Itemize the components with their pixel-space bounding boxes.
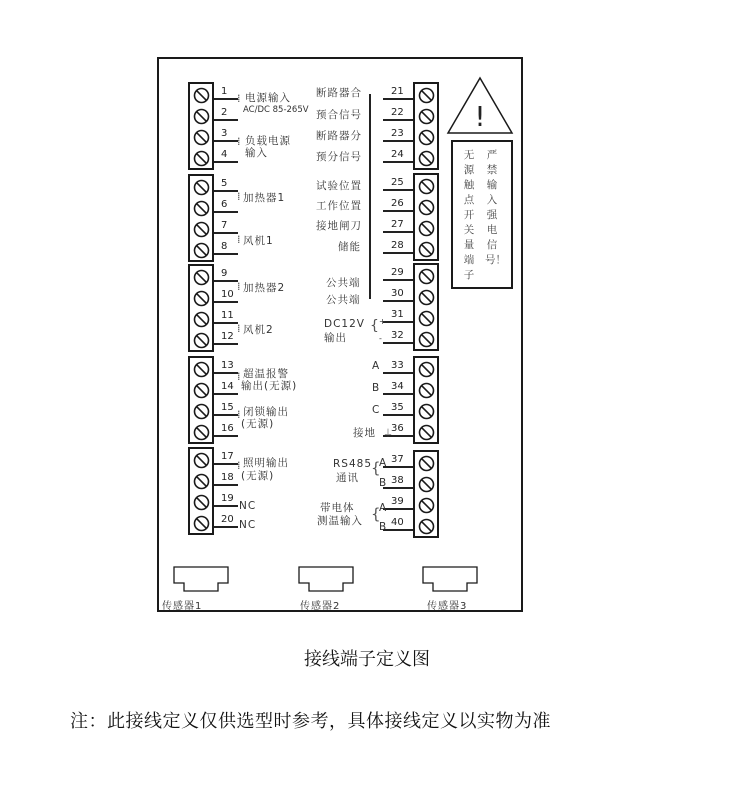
terminal-number: 27 bbox=[391, 219, 404, 230]
screw-terminal-icon bbox=[418, 382, 435, 399]
terminal-number: 3 bbox=[221, 128, 228, 139]
screw-terminal-icon bbox=[193, 200, 210, 217]
label-power-input: 电源输入 bbox=[245, 92, 291, 104]
warning-triangle-icon bbox=[446, 76, 514, 136]
label-fan1: 风机1 bbox=[243, 235, 274, 247]
label-live-body: 带电体 bbox=[320, 502, 355, 514]
brace: ⁞ bbox=[237, 92, 241, 105]
terminal-lead-line bbox=[383, 161, 413, 163]
screw-terminal-icon bbox=[418, 150, 435, 167]
terminal-lead-line bbox=[383, 119, 413, 121]
screw-terminal-icon bbox=[418, 403, 435, 420]
terminal-number: 12 bbox=[221, 331, 234, 342]
label-test-position: 试验位置 bbox=[316, 180, 362, 192]
screw-terminal-icon bbox=[193, 332, 210, 349]
label-live-b: B bbox=[379, 521, 387, 533]
terminal-lead-line bbox=[214, 211, 238, 213]
terminal-lead-line bbox=[383, 231, 413, 233]
terminal-lead-line bbox=[383, 342, 413, 344]
label-work-position: 工作位置 bbox=[316, 200, 362, 212]
terminal-lead-line bbox=[214, 98, 238, 100]
terminal-number: 14 bbox=[221, 381, 234, 392]
label-heater2: 加热器2 bbox=[243, 282, 286, 294]
terminal-lead-line bbox=[214, 484, 238, 486]
terminal-number: 15 bbox=[221, 402, 234, 413]
terminal-number: 11 bbox=[221, 310, 234, 321]
label-rs485-comm: 通讯 bbox=[336, 472, 359, 484]
terminal-number: 5 bbox=[221, 178, 228, 189]
sensor-connector-icon bbox=[422, 566, 478, 596]
sensor-connector-icon bbox=[298, 566, 354, 596]
sensor-label: 传感器3 bbox=[427, 601, 468, 612]
terminal-lead-line bbox=[214, 414, 238, 416]
right-terminal-block-5 bbox=[413, 450, 439, 538]
terminal-lead-line bbox=[214, 322, 238, 324]
label-nc-19: NC bbox=[239, 500, 257, 512]
terminal-number: 36 bbox=[391, 423, 404, 434]
screw-terminal-icon bbox=[193, 424, 210, 441]
brace: { bbox=[371, 459, 381, 477]
terminal-lead-line bbox=[383, 140, 413, 142]
label-dc-output: 输出 bbox=[324, 332, 347, 344]
label-power-range: AC/DC 85-265V bbox=[243, 105, 309, 115]
terminal-lead-line bbox=[214, 190, 238, 192]
right-terminal-block-4 bbox=[413, 356, 439, 444]
sensor-connector-icon bbox=[173, 566, 229, 596]
warning-text-right: 严禁输入强电信号！ bbox=[485, 149, 506, 266]
screw-terminal-icon bbox=[418, 199, 435, 216]
terminal-lead-line bbox=[214, 140, 238, 142]
terminal-number: 30 bbox=[391, 288, 404, 299]
terminal-number: 26 bbox=[391, 198, 404, 209]
terminal-lead-line bbox=[383, 393, 413, 395]
left-terminal-block-3 bbox=[188, 264, 214, 352]
terminal-lead-line bbox=[214, 301, 238, 303]
screw-terminal-icon bbox=[193, 494, 210, 511]
label-lock-output: 闭锁输出 bbox=[243, 406, 289, 418]
screw-terminal-icon bbox=[193, 311, 210, 328]
terminal-lead-line bbox=[383, 414, 413, 416]
terminal-number: 39 bbox=[391, 496, 404, 507]
right-terminal-block-3 bbox=[413, 263, 439, 351]
diagram-title: 接线端子定义图 bbox=[304, 649, 430, 670]
terminal-lead-line bbox=[214, 393, 238, 395]
label-rs485-b: B bbox=[379, 477, 387, 489]
terminal-number: 20 bbox=[221, 514, 234, 525]
screw-terminal-icon bbox=[418, 241, 435, 258]
terminal-number: 4 bbox=[221, 149, 228, 160]
terminal-lead-line bbox=[383, 372, 413, 374]
terminal-number: 10 bbox=[221, 289, 234, 300]
terminal-number: 16 bbox=[221, 423, 234, 434]
terminal-number: 37 bbox=[391, 454, 404, 465]
brace: ⁞ bbox=[237, 459, 241, 472]
ground-icon: ⏚ bbox=[383, 429, 393, 440]
terminal-number: 7 bbox=[221, 220, 228, 231]
label-dc12v: DC12V bbox=[324, 318, 365, 330]
terminal-number: 33 bbox=[391, 360, 404, 371]
screw-terminal-icon bbox=[418, 289, 435, 306]
terminal-number: 21 bbox=[391, 86, 404, 97]
label-pre-close-signal: 预合信号 bbox=[316, 109, 362, 121]
label-common-30: 公共端 bbox=[326, 294, 361, 306]
screw-terminal-icon bbox=[418, 331, 435, 348]
terminal-lead-line bbox=[383, 529, 413, 531]
label-load-power: 负载电源 bbox=[245, 135, 291, 147]
screw-terminal-icon bbox=[193, 221, 210, 238]
terminal-lead-line bbox=[214, 526, 238, 528]
terminal-number: 25 bbox=[391, 177, 404, 188]
left-terminal-block-1 bbox=[188, 82, 214, 170]
label-fan2: 风机2 bbox=[243, 324, 274, 336]
terminal-number: 18 bbox=[221, 472, 234, 483]
label-live-a: A bbox=[379, 502, 387, 514]
brace: ⁞ bbox=[237, 135, 241, 148]
label-lock-passive: (无源) bbox=[241, 418, 275, 430]
left-terminal-block-2 bbox=[188, 174, 214, 262]
label-rs485: RS485 bbox=[333, 458, 373, 470]
screw-terminal-icon bbox=[193, 87, 210, 104]
common-bus-line bbox=[369, 94, 371, 299]
screw-terminal-icon bbox=[418, 220, 435, 237]
screw-terminal-icon bbox=[418, 455, 435, 472]
terminal-number: 8 bbox=[221, 241, 228, 252]
label-rs485-a: A bbox=[379, 457, 387, 469]
screw-terminal-icon bbox=[193, 361, 210, 378]
screw-terminal-icon bbox=[193, 129, 210, 146]
label-phase-a: A bbox=[372, 360, 381, 372]
screw-terminal-icon bbox=[418, 268, 435, 285]
terminal-lead-line bbox=[214, 280, 238, 282]
label-pre-open-signal: 预分信号 bbox=[316, 151, 362, 163]
dc-minus-sign: - bbox=[379, 334, 383, 343]
terminal-lead-line bbox=[383, 279, 413, 281]
label-breaker-close: 断路器合 bbox=[316, 87, 362, 99]
label-light-output: 照明输出 bbox=[243, 457, 289, 469]
label-phase-b: B bbox=[372, 382, 381, 394]
terminal-lead-line bbox=[383, 98, 413, 100]
terminal-lead-line bbox=[383, 321, 413, 323]
screw-terminal-icon bbox=[418, 518, 435, 535]
brace: { bbox=[371, 505, 381, 523]
right-terminal-block-2 bbox=[413, 173, 439, 261]
terminal-lead-line bbox=[383, 300, 413, 302]
screw-terminal-icon bbox=[418, 361, 435, 378]
terminal-number: 35 bbox=[391, 402, 404, 413]
terminal-lead-line bbox=[383, 210, 413, 212]
screw-terminal-icon bbox=[418, 87, 435, 104]
terminal-number: 23 bbox=[391, 128, 404, 139]
sensor-label: 传感器2 bbox=[300, 601, 341, 612]
label-ground: 接地 bbox=[353, 427, 376, 439]
screw-terminal-icon bbox=[418, 129, 435, 146]
terminal-lead-line bbox=[214, 463, 238, 465]
label-common-29: 公共端 bbox=[326, 277, 361, 289]
terminal-number: 38 bbox=[391, 475, 404, 486]
screw-terminal-icon bbox=[193, 242, 210, 259]
brace: ⁞ bbox=[237, 370, 241, 383]
terminal-number: 29 bbox=[391, 267, 404, 278]
label-phase-c: C bbox=[372, 404, 381, 416]
terminal-number: 6 bbox=[221, 199, 228, 210]
screw-terminal-icon bbox=[418, 178, 435, 195]
right-terminal-block-1 bbox=[413, 82, 439, 170]
brace: ⁞ bbox=[237, 190, 241, 203]
diagram-note: 注：此接线定义仅供选型时参考，具体接线定义以实物为准 bbox=[70, 711, 551, 732]
brace: ⁞ bbox=[237, 280, 241, 293]
label-heater1: 加热器1 bbox=[243, 192, 286, 204]
brace: { bbox=[370, 318, 379, 334]
terminal-lead-line bbox=[214, 119, 238, 121]
terminal-lead-line bbox=[214, 232, 238, 234]
left-terminal-block-4 bbox=[188, 356, 214, 444]
label-earthing-switch: 接地闸刀 bbox=[316, 220, 362, 232]
terminal-lead-line bbox=[383, 189, 413, 191]
screw-terminal-icon bbox=[193, 179, 210, 196]
terminal-lead-line bbox=[214, 435, 238, 437]
terminal-number: 13 bbox=[221, 360, 234, 371]
terminal-lead-line bbox=[383, 252, 413, 254]
terminal-number: 9 bbox=[221, 268, 228, 279]
label-breaker-open: 断路器分 bbox=[316, 130, 362, 142]
left-terminal-block-5 bbox=[188, 447, 214, 535]
screw-terminal-icon bbox=[193, 473, 210, 490]
sensor-label: 传感器1 bbox=[162, 601, 203, 612]
screw-terminal-icon bbox=[193, 515, 210, 532]
terminal-number: 34 bbox=[391, 381, 404, 392]
terminal-number: 17 bbox=[221, 451, 234, 462]
svg-text:!: ! bbox=[474, 100, 486, 133]
terminal-lead-line bbox=[214, 253, 238, 255]
brace: ⁞ bbox=[237, 408, 241, 421]
label-overtemp-output: 输出(无源) bbox=[241, 380, 298, 392]
screw-terminal-icon bbox=[193, 403, 210, 420]
brace: ⁞ bbox=[237, 233, 241, 246]
warning-box bbox=[451, 140, 513, 289]
terminal-number: 40 bbox=[391, 517, 404, 528]
screw-terminal-icon bbox=[193, 452, 210, 469]
label-overtemp-alarm: 超温报警 bbox=[243, 368, 289, 380]
screw-terminal-icon bbox=[193, 290, 210, 307]
screw-terminal-icon bbox=[418, 424, 435, 441]
screw-terminal-icon bbox=[193, 150, 210, 167]
terminal-number: 24 bbox=[391, 149, 404, 160]
terminal-lead-line bbox=[383, 508, 413, 510]
label-load-power-2: 输入 bbox=[245, 147, 268, 159]
label-temp-input: 测温输入 bbox=[317, 515, 363, 527]
screw-terminal-icon bbox=[418, 497, 435, 514]
terminal-number: 1 bbox=[221, 86, 228, 97]
screw-terminal-icon bbox=[193, 269, 210, 286]
label-light-passive: (无源) bbox=[241, 470, 275, 482]
screw-terminal-icon bbox=[193, 382, 210, 399]
screw-terminal-icon bbox=[418, 108, 435, 125]
terminal-number: 2 bbox=[221, 107, 228, 118]
screw-terminal-icon bbox=[193, 108, 210, 125]
terminal-number: 22 bbox=[391, 107, 404, 118]
label-energy-storage: 储能 bbox=[338, 241, 361, 253]
terminal-number: 28 bbox=[391, 240, 404, 251]
terminal-lead-line bbox=[214, 343, 238, 345]
screw-terminal-icon bbox=[418, 310, 435, 327]
screw-terminal-icon bbox=[418, 476, 435, 493]
terminal-lead-line bbox=[214, 372, 238, 374]
warning-text-left: 无源触点开关量端子 bbox=[463, 149, 475, 281]
brace: ⁞ bbox=[237, 322, 241, 335]
terminal-lead-line bbox=[383, 487, 413, 489]
terminal-lead-line bbox=[214, 505, 238, 507]
terminal-number: 31 bbox=[391, 309, 404, 320]
terminal-lead-line bbox=[214, 161, 238, 163]
dc-plus-sign: + bbox=[379, 317, 387, 326]
terminal-number: 32 bbox=[391, 330, 404, 341]
terminal-lead-line bbox=[383, 466, 413, 468]
label-nc-20: NC bbox=[239, 519, 257, 531]
terminal-number: 19 bbox=[221, 493, 234, 504]
